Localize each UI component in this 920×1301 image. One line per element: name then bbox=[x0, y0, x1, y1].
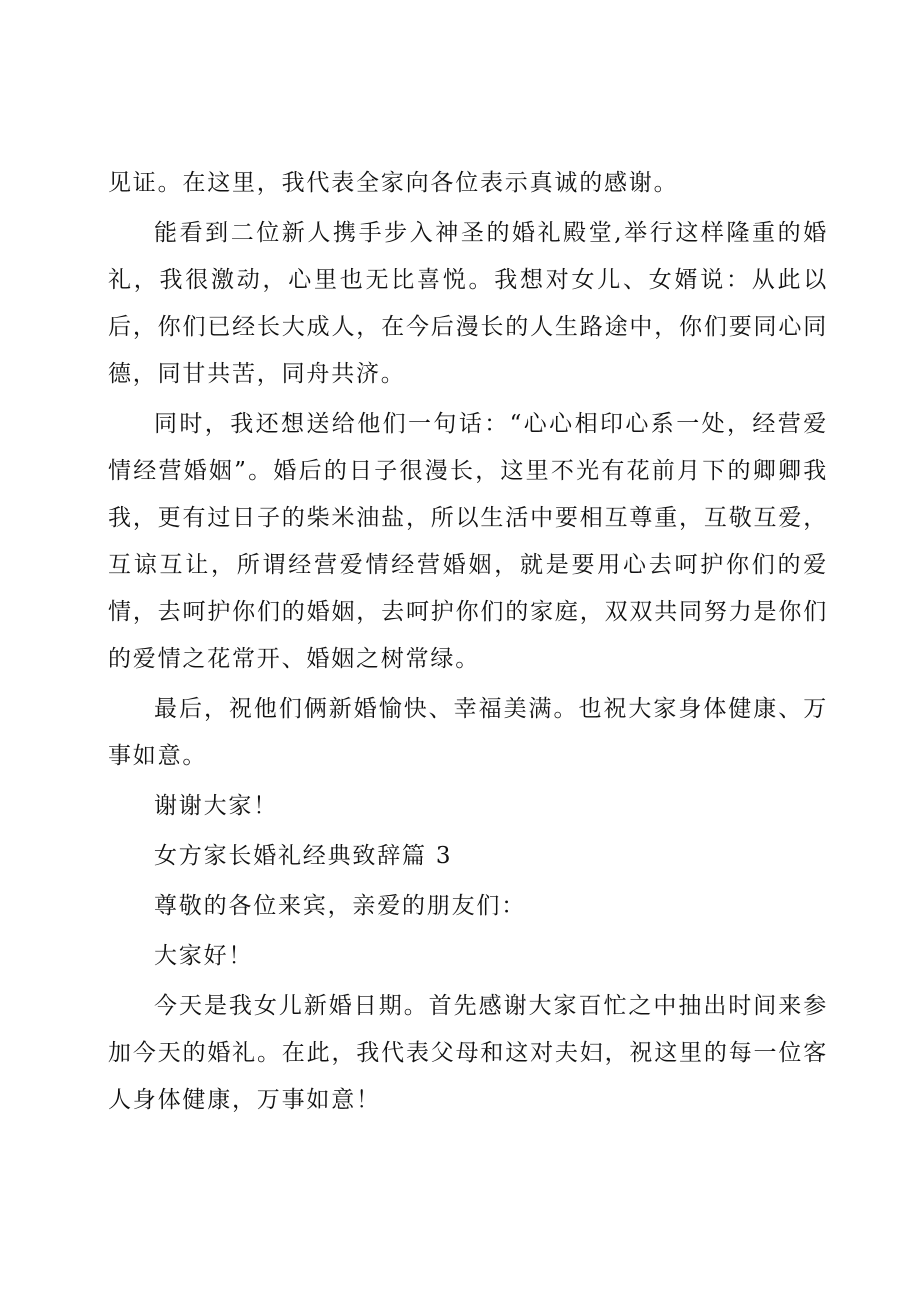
section-heading: 女方家长婚礼经典致辞篇 3 bbox=[154, 843, 453, 869]
paragraph-wishes: 最后，祝他们俩新婚愉快、幸福美满。也祝大家身体健康、万事如意。 bbox=[108, 696, 828, 769]
document-body bbox=[108, 160, 828, 1124]
paragraph-opening: 今天是我女儿新婚日期。首先感谢大家百忙之中抽出时间来参加今天的婚礼。在此，我代表父母和这对夫妇，祝这里的每一位客人身体健康，万事如意！ bbox=[108, 993, 828, 1113]
paragraph-thanks: 谢谢大家！ bbox=[154, 793, 278, 819]
paragraph-continuation: 见证。在这里，我代表全家向各位表示真诚的感谢。 bbox=[108, 170, 679, 196]
paragraph-advice: 同时，我还想送给他们一句话：“心心相印心系一处，经营爱情经营婚姻”。婚后的日子很漫长，这里不光有花前月下的卿卿我我，更有过日子的柴米油盐，所以生活中要相互尊重，互敬互爱，互谅互让，所谓经营爱情经营婚姻，就是要用心去呵护你们的爱情，去呵护你们的婚姻，去呵护你们的家庭，双双共同努力是你们的爱情之花常开、婚姻之树常绿。 bbox=[108, 411, 828, 672]
paragraph-greeting: 大家好！ bbox=[154, 943, 254, 969]
paragraph-blessing: 能看到二位新人携手步入神圣的婚礼殿堂,举行这样隆重的婚礼，我很激动，心里也无比喜悦。我想对女儿、女婿说：从此以后，你们已经长大成人，在今后漫长的人生路途中，你们要同心同德，同甘共苦，同舟共济。 bbox=[108, 220, 828, 387]
paragraph-salutation: 尊敬的各位来宾，亲爱的朋友们： bbox=[154, 893, 526, 919]
